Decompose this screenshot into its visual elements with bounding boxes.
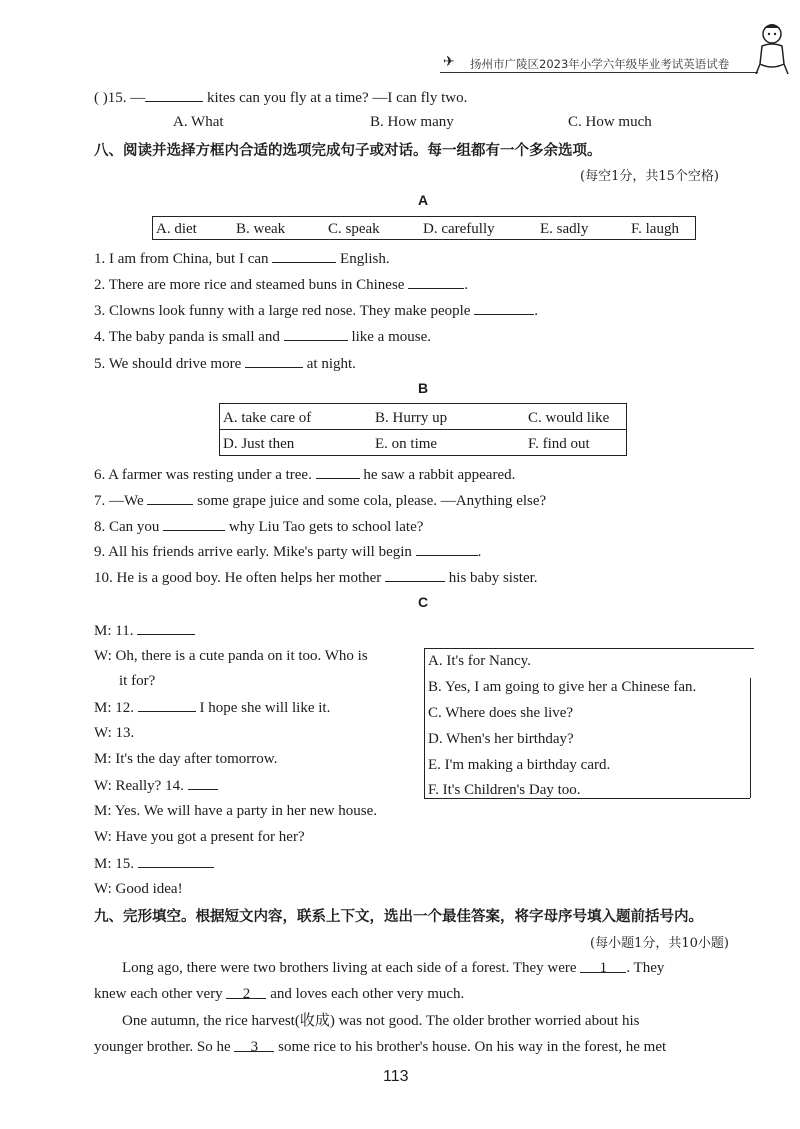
passage-line xyxy=(122,958,664,978)
group-b-option: C. would like xyxy=(528,410,610,426)
question-text: 1. I am from China, but I can xyxy=(94,251,269,267)
question-text: 8. Can you xyxy=(94,519,160,535)
cloze-blank-1[interactable]: 1 xyxy=(580,958,626,973)
q15-rest: kites can you fly at a time? —I can fly two. xyxy=(203,90,468,106)
group-c-option: C. Where does she live? xyxy=(428,705,574,721)
answer-blank[interactable] xyxy=(408,274,464,289)
dialog-line: W: Oh, there is a cute panda on it too. Who is xyxy=(94,648,368,664)
answer-blank[interactable] xyxy=(163,516,225,531)
dialog-text: M: 12. xyxy=(94,700,135,716)
group-c-box-left xyxy=(424,648,425,798)
question-line xyxy=(94,490,546,511)
group-c-option: B. Yes, I am going to give her a Chinese fan. xyxy=(428,679,697,695)
cloze-blank-3[interactable]: 3 xyxy=(234,1037,274,1052)
question-text: he saw a rabbit appeared. xyxy=(363,467,516,483)
question-text: like a mouse. xyxy=(351,329,432,345)
header-rule xyxy=(440,72,758,73)
question-text: . xyxy=(464,277,468,293)
group-b-option: E. on time xyxy=(375,436,438,452)
answer-blank[interactable] xyxy=(385,567,445,582)
passage-text: and loves each other very much. xyxy=(270,986,465,1002)
group-c-box-top xyxy=(424,648,754,649)
answer-blank[interactable] xyxy=(188,775,218,790)
exam-header-title: 扬州市广陵区2023年小学六年级毕业考试英语试卷 xyxy=(470,57,730,71)
group-a-option: E. sadly xyxy=(540,221,589,237)
group-b-option: B. Hurry up xyxy=(375,410,448,426)
q15-blank[interactable] xyxy=(145,87,203,102)
answer-blank[interactable] xyxy=(284,326,348,341)
dialog-line xyxy=(94,697,330,718)
q15-option-b: B. How many xyxy=(370,114,454,130)
group-c-option: F. It's Children's Day too. xyxy=(428,782,581,798)
dialog-text: W: Really? 14. xyxy=(94,778,184,794)
dialog-line: W: Good idea! xyxy=(94,881,183,897)
group-c-option: E. I'm making a birthday card. xyxy=(428,757,611,773)
dialog-text: M: 11. xyxy=(94,623,134,639)
question-text: 10. He is a good boy. He often helps her mother xyxy=(94,570,382,586)
question-line xyxy=(94,516,423,537)
answer-blank[interactable] xyxy=(138,853,214,868)
answer-blank[interactable] xyxy=(416,541,478,556)
dialog-text: M: 15. xyxy=(94,856,135,872)
question-line xyxy=(94,248,390,269)
question-text: why Liu Tao gets to school late? xyxy=(228,519,424,535)
group-a-option: F. laugh xyxy=(631,221,679,237)
dialog-line: it for? xyxy=(119,673,156,689)
question-text: . xyxy=(477,544,482,560)
question-text: 5. We should drive more xyxy=(94,356,242,372)
group-b-option: D. Just then xyxy=(223,436,295,452)
q15-option-c: C. How much xyxy=(568,114,652,130)
group-c-box-right xyxy=(750,678,751,798)
question-line xyxy=(94,326,431,347)
dialog-line xyxy=(94,775,218,796)
dialog-line: M: Yes. We will have a party in her new house. xyxy=(94,803,378,819)
group-a-option: B. weak xyxy=(236,221,286,237)
question-line xyxy=(94,353,356,374)
q15-line xyxy=(94,87,467,108)
group-a-option: C. speak xyxy=(328,221,380,237)
page-number: 113 xyxy=(383,1068,409,1085)
dialog-line: W: Have you got a present for her? xyxy=(94,829,305,845)
answer-blank[interactable] xyxy=(272,248,336,263)
group-c-option: A. It's for Nancy. xyxy=(428,653,531,669)
mascot-icon xyxy=(752,20,792,76)
group-b-label: B xyxy=(418,380,429,396)
group-c-option: D. When's her birthday? xyxy=(428,731,574,747)
answer-blank[interactable] xyxy=(137,620,195,635)
passage-text: . They xyxy=(626,960,665,976)
group-c-label: C xyxy=(418,594,429,610)
question-text: 7. —We xyxy=(94,493,144,509)
dialog-line: W: 13. xyxy=(94,725,135,741)
question-text: 9. All his friends arrive early. Mike's party will begin xyxy=(94,544,412,560)
dialog-text: I hope she will like it. xyxy=(199,700,331,716)
question-text: at night. xyxy=(306,356,356,372)
question-text: his baby sister. xyxy=(448,570,538,586)
group-a-option: A. diet xyxy=(156,221,197,237)
question-text: 6. A farmer was resting under a tree. xyxy=(94,467,312,483)
answer-blank[interactable] xyxy=(147,490,193,505)
section8-scoring-note: (每空1分，共15个空格) xyxy=(580,169,719,184)
cloze-blank-2[interactable]: 2 xyxy=(226,984,266,999)
passage-line xyxy=(94,1037,666,1057)
q15-option-a: A. What xyxy=(173,114,224,130)
question-line xyxy=(94,274,468,295)
answer-blank[interactable] xyxy=(138,697,196,712)
question-line xyxy=(94,567,538,588)
bird-icon: ✈ xyxy=(443,54,455,70)
passage-text: some rice to his brother's house. On his way in the forest, he met xyxy=(278,1039,667,1055)
question-text: . xyxy=(534,303,538,319)
group-a-label: A xyxy=(418,192,429,208)
group-b-option: A. take care of xyxy=(223,410,312,426)
question-text: some grape juice and some cola, please. —Anything else? xyxy=(197,493,547,509)
question-text: 3. Clowns look funny with a large red nose. They make people xyxy=(94,303,471,319)
dialog-line: M: It's the day after tomorrow. xyxy=(94,751,278,767)
group-a-option: D. carefully xyxy=(423,221,495,237)
passage-line xyxy=(94,984,464,1004)
answer-blank[interactable] xyxy=(316,464,360,479)
question-line xyxy=(94,464,515,485)
section8-title: 八、阅读并选择方框内合适的选项完成句子或对话。每一组都有一个多余选项。 xyxy=(94,143,602,159)
answer-blank[interactable] xyxy=(474,300,534,315)
question-line xyxy=(94,300,538,321)
dialog-line xyxy=(94,620,195,641)
q15-paren: ( )15. — xyxy=(94,90,146,106)
question-text: 2. There are more rice and steamed buns in Chinese xyxy=(94,277,405,293)
passage-text: knew each other very xyxy=(94,986,223,1002)
section9-scoring-note: (每小题1分，共10小题) xyxy=(590,936,729,951)
passage-text: younger brother. So he xyxy=(94,1039,231,1055)
question-text: English. xyxy=(340,251,390,267)
answer-blank[interactable] xyxy=(245,353,303,368)
section9-title: 九、完形填空。根据短文内容，联系上下文，选出一个最佳答案，将字母序号填入题前括号内。 xyxy=(94,909,703,925)
group-b-option: F. find out xyxy=(528,436,590,452)
question-line xyxy=(94,541,481,562)
passage-line: One autumn, the rice harvest(收成) was not good. The older brother worried about his xyxy=(122,1013,640,1029)
dialog-line xyxy=(94,853,214,874)
passage-text: Long ago, there were two brothers living at each side of a forest. They were xyxy=(122,960,577,976)
question-text: 4. The baby panda is small and xyxy=(94,329,280,345)
